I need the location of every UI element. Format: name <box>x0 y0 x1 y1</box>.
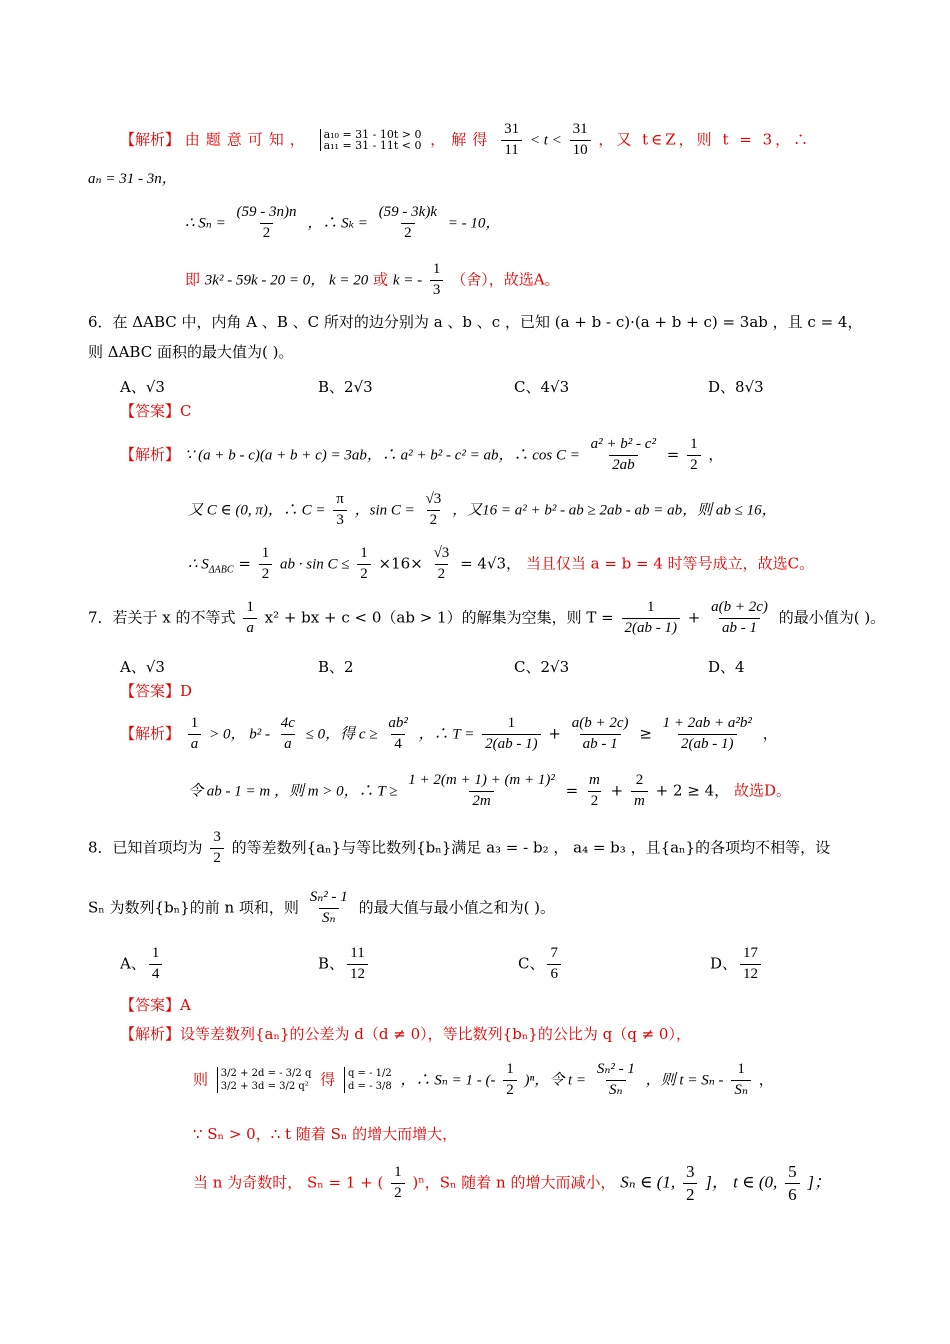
solution-label: 【解析】 <box>120 130 181 149</box>
frac-den: 2 <box>687 455 701 474</box>
q7-l2-frac2 <box>586 773 603 810</box>
frac-num: 4c <box>280 715 295 731</box>
frac-den: a <box>188 734 202 753</box>
p5-ineq-mid: < t < <box>529 132 562 149</box>
frac-den: 2 <box>427 510 441 529</box>
q8-l2-frac3 <box>731 1062 751 1099</box>
frac-den: 2 <box>503 1080 517 1099</box>
option-label: D、 <box>710 954 738 973</box>
frac-den: 2 <box>683 1183 698 1204</box>
q8-l2-frac1 <box>503 1062 517 1099</box>
frac-num: 31 <box>504 121 520 137</box>
frac-den: 2(ab - 1) <box>482 734 541 753</box>
frac-den: 2 <box>260 223 274 242</box>
q8-l1: 设等差数列{aₙ}的公差为 d（d ≠ 0），等比数列{bₙ}的公比为 q（q ≠ 0）， <box>180 1025 691 1043</box>
q6-l1c: ， <box>708 445 724 464</box>
frac-num: √3 <box>433 545 450 561</box>
p5-sk-frac <box>376 205 440 242</box>
q8-l2a: ，∴ Sₙ = 1 - (- <box>400 1072 496 1089</box>
q7-stem-c: 的最小值为( )。 <box>778 608 886 627</box>
p5-eq-or: 或 <box>373 270 389 289</box>
frac-num: ab² <box>388 715 408 731</box>
q6-pi-frac <box>333 492 347 529</box>
frac-den: Sₙ <box>319 908 339 927</box>
q7-l1-frac6 <box>660 716 755 753</box>
frac-den: 10 <box>570 140 591 159</box>
q8-l2c: ，则 t = Sₙ - <box>645 1072 724 1089</box>
q6-l3f: 当且仅当 a = b = 4 时等号成立，故选C。 <box>525 554 815 573</box>
frac-den: Sₙ <box>606 1080 626 1099</box>
q6-l3a: ∴ S <box>188 556 209 573</box>
q7-stem-plus: + <box>687 608 701 627</box>
p5-sn-lead: ∴ Sₙ = <box>185 215 226 232</box>
p5-sk-lead: ，∴ Sₖ = <box>307 215 368 232</box>
p5-intro: 由题意可知， <box>184 130 311 149</box>
q8-stem-frac2 <box>307 890 351 927</box>
q7-stem-frac1 <box>243 600 257 637</box>
q6-stem-line2: 则 ΔABC 面积的最大值为( )。 <box>88 343 294 361</box>
frac-den: 2(ab - 1) <box>622 618 681 637</box>
q8-sys1-row1: 3/2 + 2d = - 3/2 q <box>220 1068 312 1080</box>
frac-den: ab - 1 <box>580 734 621 753</box>
q7-stem-a: 7．若关于 x 的不等式 <box>88 608 236 627</box>
solution-label: 【解析】 <box>120 1025 181 1043</box>
q6-l3d: ×16× <box>378 554 423 573</box>
frac-num: 7 <box>550 945 558 961</box>
q6-l2c: ，又16 = a² + b² - ab ≥ 2ab - ab = ab，则 ab ≤ 16， <box>452 502 777 519</box>
q6-solution-line3 <box>188 546 814 583</box>
frac-den: 2 <box>401 223 415 242</box>
frac-num: 1 <box>246 599 254 615</box>
frac-den: m <box>631 791 648 810</box>
q8-opt-d-frac <box>740 946 761 983</box>
q7-l1f: ， <box>762 724 778 743</box>
q7-l2a: 令 ab - 1 = m ，则 m > 0，∴ T ≥ <box>188 783 398 800</box>
q6-option-a: A、√3 <box>120 378 165 396</box>
q6-area-frac2 <box>357 546 371 583</box>
answer-label: 【答案】 <box>120 996 181 1014</box>
q8-l4-frac2 <box>683 1163 698 1204</box>
frac-num: 5 <box>788 1162 797 1181</box>
q8-sys1-row2: 3/2 + 3d = 3/2 q² <box>220 1081 309 1093</box>
frac-num: 3 <box>685 1162 695 1181</box>
frac-num: a² + b² - c² <box>590 436 656 452</box>
q6-l3-sub: ΔABC <box>208 564 234 576</box>
frac-num: √3 <box>425 491 442 507</box>
q6-answer <box>120 404 192 419</box>
q7-stem-b: x² + bx + c < 0（ab > 1）的解集为空集，则 T = <box>264 608 614 627</box>
q8-l4a: 当 n 为奇数时， Sₙ = 1 + ( <box>193 1173 384 1192</box>
frac-den: 2 <box>259 564 273 583</box>
frac-den: 12 <box>740 964 761 983</box>
q8-stem-frac1 <box>210 830 224 867</box>
frac-num: (59 - 3n)n <box>236 204 297 220</box>
q7-stem <box>88 600 885 637</box>
frac-den: 4 <box>391 734 405 753</box>
frac-den: 2(ab - 1) <box>678 734 737 753</box>
q8-l2b: )ⁿ，令 t = <box>524 1072 587 1089</box>
q8-l4e: ]； <box>807 1172 831 1192</box>
frac-den: 2ab <box>609 455 638 474</box>
q8-l4-frac3 <box>785 1163 800 1204</box>
p5-eq-lead: 即 <box>185 270 201 289</box>
p5-eq-k: k = - <box>392 272 423 289</box>
q6-l3c: ab · sin C ≤ <box>279 556 350 573</box>
q7-l2-frac1 <box>405 773 558 810</box>
frac-num: (59 - 3k)k <box>378 204 437 220</box>
option-label: A、 <box>120 954 146 973</box>
q6-l2a: 又 C ∈ (0, π)，∴ C = <box>188 502 326 519</box>
q8-stem-line1 <box>88 830 830 867</box>
q7-l1-frac4 <box>482 716 541 753</box>
frac-num: 1 <box>647 599 655 615</box>
answer-value: D <box>180 682 193 700</box>
p5-tail: ，又 t∈Z，则 t = 3，∴ <box>598 130 812 149</box>
frac-num: 31 <box>572 121 588 137</box>
frac-den: 2 <box>391 1183 405 1202</box>
q8-system2 <box>344 1067 392 1093</box>
frac-num: 11 <box>350 945 365 961</box>
q7-answer <box>120 684 192 699</box>
q8-l2-frac2 <box>594 1062 638 1099</box>
q7-option-c: C、2√3 <box>514 658 570 676</box>
q8-solution-line3: ∵ Sₙ > 0，∴ t 随着 Sₙ 的增大而增大， <box>193 1125 458 1143</box>
q6-option-d: D、8√3 <box>708 378 764 396</box>
frac-num: 1 <box>261 545 270 561</box>
solution-label: 【解析】 <box>120 445 181 464</box>
q7-option-d: D、4 <box>708 658 745 676</box>
q8-option-b <box>318 946 371 983</box>
p5-ineq-frac2 <box>570 122 591 159</box>
frac-num: 1 <box>506 1061 514 1077</box>
option-label: C、 <box>518 954 545 973</box>
frac-num: 1 <box>360 545 368 561</box>
frac-num: 1 <box>737 1061 745 1077</box>
frac-num: Sₙ² - 1 <box>309 889 348 905</box>
q6-l1a: ∵ (a + b - c)(a + b + c) = 3ab，∴ a² + b² - c² = ab，∴ cos C = <box>184 447 580 464</box>
frac-den: 3 <box>333 510 347 529</box>
q7-l2c: + <box>610 781 624 800</box>
q8-opt-a-frac <box>149 946 163 983</box>
frac-num: 2 <box>635 772 644 788</box>
q7-l2d: + 2 ≥ 4， <box>655 781 730 800</box>
q8-l4d: ]， t ∈ (0, <box>705 1172 778 1192</box>
frac-num: 1 <box>432 261 441 277</box>
frac-den: a <box>281 734 295 753</box>
q6-area-frac1 <box>259 546 273 583</box>
frac-den: 12 <box>347 964 368 983</box>
q7-l1-frac3 <box>385 716 411 753</box>
p5-solution-line1 <box>120 122 811 159</box>
frac-num: 1 <box>190 715 199 731</box>
frac-num: m <box>589 772 600 788</box>
frac-den: 2 <box>588 791 602 810</box>
frac-num: π <box>336 491 344 507</box>
q7-l1d: + <box>548 724 561 743</box>
frac-den: 2 <box>210 848 224 867</box>
q7-option-b: B、2 <box>318 658 354 676</box>
frac-den: 2 <box>435 564 449 583</box>
frac-den: 6 <box>785 1183 800 1204</box>
answer-label: 【答案】 <box>120 682 181 700</box>
q6-solution-line2 <box>188 492 777 529</box>
q8-l2-get: 得 <box>320 1070 336 1089</box>
q8-option-a <box>120 946 165 983</box>
q8-stem-b: 的等差数列{aₙ}与等比数列{bₙ}满足 a₃ = - b₂ ， a₄ = b₃ ，且{aₙ}的各项均不相等，设 <box>231 838 831 857</box>
q6-stem-line1: 6．在 ΔABC 中，内角 A 、B 、C 所对的边分别为 a 、b 、c ，已知 (a + b - c)·(a + b + c) = 3ab ，且 c = 4， <box>88 313 863 331</box>
frac-num: 1 <box>507 715 516 731</box>
p5-solve: ，解得 <box>430 130 494 149</box>
q8-option-c <box>518 946 564 983</box>
q7-l1-frac2 <box>278 716 298 753</box>
frac-den: 11 <box>501 140 521 159</box>
q6-l1b: = <box>666 445 680 464</box>
q7-option-a: A、√3 <box>120 658 165 676</box>
frac-num: 17 <box>743 945 759 961</box>
solution-label: 【解析】 <box>120 724 181 743</box>
frac-num: a(b + 2c) <box>571 715 629 731</box>
p5-sys-row2: a₁₁ = 31 - 11t < 0 <box>323 139 422 153</box>
answer-value: C <box>180 402 192 420</box>
q8-stem-a: 8．已知首项均为 <box>88 838 203 857</box>
p5-sys-row1: a₁₀ = 31 - 10t > 0 <box>323 128 422 142</box>
frac-den: Sₙ <box>731 1080 751 1099</box>
q8-solution-line4 <box>193 1163 831 1204</box>
q7-l1b: ≤ 0，得 c ≥ <box>305 726 378 743</box>
q8-l4b: )ⁿ，Sₙ 随着 n 的增大而减小， <box>412 1173 616 1192</box>
p5-sn-frac <box>234 205 300 242</box>
q6-cos-frac <box>588 437 659 474</box>
q8-l2-then: 则 <box>193 1070 209 1089</box>
frac-den: 3 <box>430 280 444 299</box>
frac-num: 1 <box>394 1164 402 1181</box>
q7-l1e: ≥ <box>639 724 652 743</box>
p5-an: aₙ = 31 - 3n， <box>88 171 177 187</box>
frac-den: 2 <box>357 564 371 583</box>
q6-area-frac3 <box>431 546 453 583</box>
q7-stem-frac3 <box>708 600 771 637</box>
q6-sin-frac <box>423 492 445 529</box>
q7-l1c: ，∴ T = <box>418 726 475 743</box>
q7-stem-frac2 <box>622 600 681 637</box>
q8-l2d: ， <box>758 1070 774 1089</box>
frac-num: 1 + 2(m + 1) + (m + 1)² <box>408 772 555 788</box>
q7-l1-frac5 <box>569 716 632 753</box>
q6-half-frac <box>687 437 701 474</box>
q8-sys2-row1: q = - 1/2 <box>347 1068 392 1080</box>
frac-num: 1 + 2ab + a²b² <box>662 715 752 731</box>
frac-den: 2m <box>469 791 493 810</box>
q8-sys2-row2: d = - 3/8 <box>347 1081 392 1093</box>
frac-den: 4 <box>149 964 163 983</box>
q6-option-c: C、4√3 <box>514 378 570 396</box>
q7-l1a: > 0， b² - <box>209 726 270 743</box>
frac-den: 6 <box>547 964 561 983</box>
q6-l3e: = 4√3， <box>460 554 522 573</box>
p5-ineq-frac1 <box>501 122 522 159</box>
q7-l2b: = <box>565 781 579 800</box>
answer-value: A <box>180 996 191 1014</box>
q6-l3b: = <box>238 554 251 573</box>
q8-solution-line1 <box>120 1027 691 1042</box>
q7-l2e: 故选D。 <box>733 781 791 800</box>
p5-eq-line <box>185 262 560 299</box>
p5-sk-tail: = - 10， <box>447 215 501 232</box>
frac-den: ab - 1 <box>719 618 760 637</box>
p5-system <box>320 129 422 151</box>
p5-eq-math: 3k² - 59k - 20 = 0， k = 20 <box>204 272 369 289</box>
q8-stem-c: Sₙ 为数列{bₙ}的前 n 项和，则 <box>88 898 299 917</box>
q8-answer <box>120 998 191 1013</box>
p5-eq-tail: （舍），故选A。 <box>451 270 560 289</box>
q8-system1 <box>217 1067 312 1093</box>
frac-num: 1 <box>690 436 698 452</box>
q7-l2-frac3 <box>631 773 648 810</box>
q6-option-b: B、2√3 <box>318 378 373 396</box>
answer-label: 【答案】 <box>120 402 181 420</box>
q6-solution-line1 <box>120 437 723 474</box>
q8-opt-b-frac <box>347 946 368 983</box>
frac-num: 1 <box>151 945 160 961</box>
q8-solution-line2 <box>193 1062 774 1099</box>
q8-l4c: Sₙ ∈ (1, <box>620 1172 676 1192</box>
q8-option-d <box>710 946 764 983</box>
frac-num: Sₙ² - 1 <box>596 1061 635 1077</box>
option-label: B、 <box>318 954 345 973</box>
frac-den: a <box>243 618 257 637</box>
p5-eq-frac <box>430 262 444 299</box>
q8-l4-frac1 <box>391 1165 405 1202</box>
frac-num: a(b + 2c) <box>711 599 768 615</box>
q8-opt-c-frac <box>547 946 561 983</box>
q8-stem-d: 的最大值与最小值之和为( )。 <box>358 898 556 917</box>
q7-solution-line2 <box>188 773 791 810</box>
frac-num: 3 <box>213 829 221 845</box>
q8-stem-line2 <box>88 890 555 927</box>
q7-l1-frac1 <box>188 716 202 753</box>
p5-sn-line <box>185 205 500 242</box>
q7-solution-line1 <box>120 716 778 753</box>
q6-l2b: ，sin C = <box>354 502 415 519</box>
